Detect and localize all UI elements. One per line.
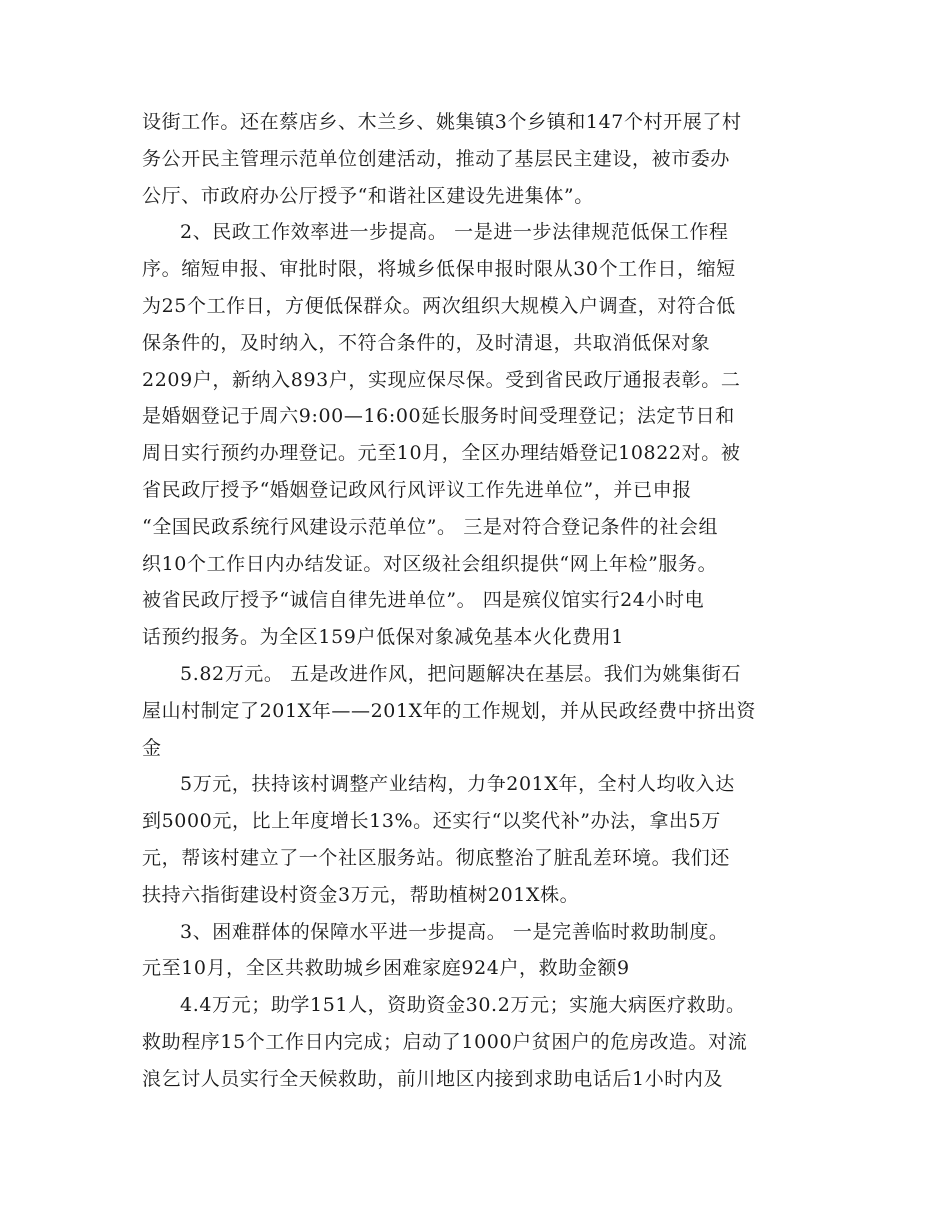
text-line: 3、困难群体的保障水平进一步提高。 一是完善临时救助制度。 [180, 920, 729, 943]
text-line: 织10个工作日内办结发证。对区级社会组织提供“网上年检”服务。 [142, 552, 718, 575]
text-line: 话预约报务。为全区159户低保对象减免基本火化费用1 [142, 626, 624, 649]
text-line: 5.82万元。 五是改进作风，把问题解决在基层。我们为姚集街石 [180, 662, 741, 685]
text-line: 是婚姻登记于周六9:00—16:00延长服务时间受理登记；法定节日和 [142, 405, 735, 428]
text-line: 到5000元，比上年度增长13%。还实行“以奖代补”办法，拿出5万 [142, 810, 721, 833]
text-line: 救助程序15个工作日内完成；启动了1000户贫困户的危房改造。对流 [142, 1030, 748, 1053]
text-line: 省民政厅授予“婚姻登记政风行风评议工作先进单位”，并已申报 [142, 478, 692, 501]
text-line: 设街工作。还在蔡店乡、木兰乡、姚集镇3个乡镇和147个村开展了村 [142, 111, 742, 133]
text-line: 浪乞讨人员实行全天候救助，前川地区内接到求助电话后1小时内及 [142, 1067, 724, 1090]
text-line: 金 [142, 736, 162, 759]
text-line: 被省民政厅授予“诚信自律先进单位”。 四是殡仪馆实行24小时电 [142, 589, 705, 612]
text-line: 序。缩短申报、审批时限，将城乡低保申报时限从30个工作日，缩短 [142, 258, 736, 281]
text-line: 公厅、市政府办公厅授予“和谐社区建设先进集体”。 [142, 184, 594, 207]
text-line: 4.4万元；助学151人，资助资金30.2万元；实施大病医疗救助。 [180, 994, 746, 1017]
text-line: 元，帮该村建立了一个社区服务站。彻底整治了脏乱差环境。我们还 [142, 846, 731, 869]
text-line: 周日实行预约办理登记。元至10月，全区办理结婚登记10822对。被 [142, 442, 741, 465]
text-line: 元至10月，全区共救助城乡困难家庭924户，救助金额9 [142, 957, 630, 980]
text-line: 屋山村制定了201X年——201X年的工作规划，并从民政经费中挤出资 [142, 699, 756, 722]
text-line: 5万元，扶持该村调整产业结构，力争201X年，全村人均收入达 [180, 773, 735, 796]
text-line: 2、民政工作效率进一步提高。 一是进一步法律规范低保工作程 [180, 221, 729, 244]
text-line: 保条件的，及时纳入，不符合条件的，及时清退，共取消低保对象 [142, 331, 711, 354]
text-line: 务公开民主管理示范单位创建活动，推动了基层民主建设，被市委办 [142, 147, 731, 170]
text-line: 2209户，新纳入893户，实现应保尽保。受到省民政厅通报表彰。二 [142, 368, 741, 391]
text-line: 为25个工作日，方便低保群众。两次组织大规模入户调查，对符合低 [142, 294, 736, 317]
text-line: “全国民政系统行风建设示范单位”。 三是对符合登记条件的社会组 [142, 515, 719, 538]
text-line: 扶持六指街建设村资金3万元，帮助植树201X株。 [142, 883, 580, 906]
document-body [142, 104, 812, 1098]
